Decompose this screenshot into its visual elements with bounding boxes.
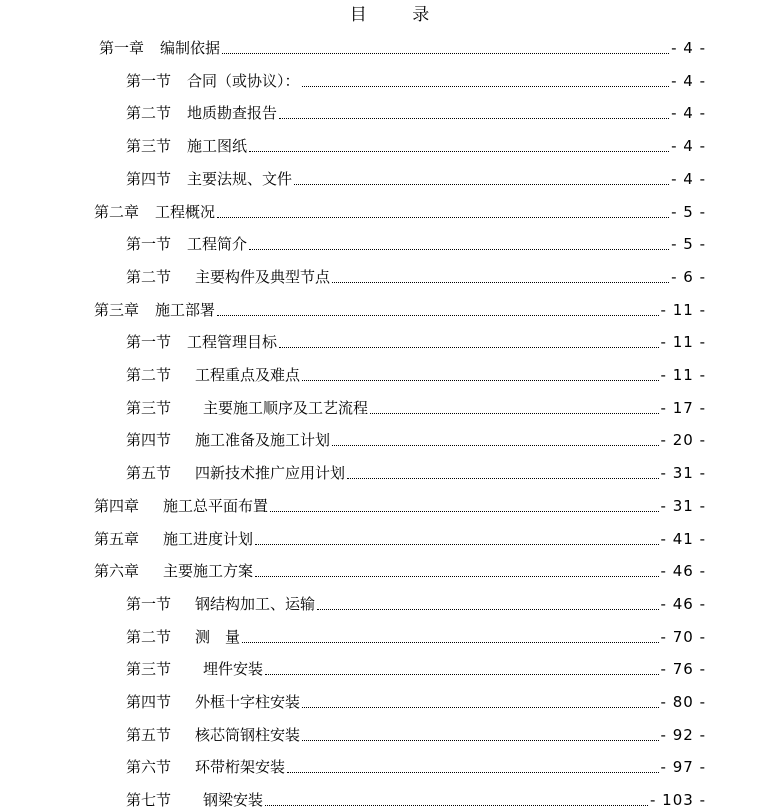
toc-entry-number: 第一节 <box>126 333 172 352</box>
toc-leader-dots <box>287 771 659 773</box>
toc-entry-title: 编制依据 <box>160 39 221 57</box>
toc-entry-number: 第四章 <box>94 496 140 515</box>
toc-leader-dots <box>249 150 669 152</box>
toc-leader-dots <box>279 346 659 348</box>
toc-entry[interactable] <box>126 657 706 679</box>
toc-entry-page: - 46 - <box>660 594 706 613</box>
toc-leader-dots <box>302 706 659 708</box>
toc-entry-page: - 92 - <box>660 725 706 744</box>
toc-entry[interactable] <box>126 788 706 810</box>
toc-leader-dots <box>347 477 659 479</box>
toc-entry[interactable] <box>126 592 706 614</box>
toc-entry-title: 外框十字柱安装 <box>195 693 301 711</box>
toc-entry-page: - 41 - <box>660 529 706 548</box>
toc-leader-dots <box>217 314 659 316</box>
toc-entry-page: - 5 - <box>671 202 706 221</box>
toc-entry-number: 第一节 <box>126 594 172 613</box>
toc-entry-page: - 97 - <box>660 758 706 777</box>
toc-entry-number: 第六章 <box>94 562 140 581</box>
toc-entry[interactable] <box>126 101 706 123</box>
toc-leader-dots <box>370 412 659 414</box>
toc-entry-page: - 11 - <box>660 333 706 352</box>
toc-entry[interactable] <box>94 494 706 516</box>
toc-leader-dots <box>270 510 659 512</box>
toc-entry[interactable] <box>126 690 706 712</box>
toc-entry[interactable] <box>94 298 706 320</box>
toc-entry-number: 第一章 <box>99 39 145 57</box>
toc-entry-page: - 5 - <box>671 235 706 254</box>
toc-entry[interactable] <box>126 330 706 352</box>
toc-entry[interactable] <box>94 200 706 222</box>
toc-entry-title: 主要法规、文件 <box>187 169 293 188</box>
toc-entry-page: - 11 - <box>660 366 706 384</box>
toc-entry-number: 第一节 <box>126 235 172 254</box>
toc-entry-title: 地质勘查报告 <box>187 104 278 123</box>
toc-entry-page: - 4 - <box>671 71 706 90</box>
toc-entry-number: 第二章 <box>94 202 140 221</box>
toc-entry-page: - 70 - <box>660 627 706 646</box>
toc-entry-page: - 76 - <box>660 660 706 679</box>
toc-entry[interactable] <box>126 363 706 385</box>
toc-leader-dots <box>279 117 669 119</box>
toc-leader-dots <box>222 52 669 54</box>
toc-entry-title: 主要施工顺序及工艺流程 <box>203 398 369 417</box>
toc-entry-title: 测 量 <box>195 627 241 646</box>
toc-entry-title: 四新技术推广应用计划 <box>195 464 346 483</box>
toc-entry[interactable] <box>94 559 706 581</box>
toc-entry-number: 第六节 <box>126 758 172 777</box>
toc-entry-number: 第一节 <box>126 71 172 90</box>
toc-entry-title: 施工图纸 <box>187 137 248 156</box>
toc-entry[interactable] <box>126 232 706 254</box>
toc-entry-title: 环带桁架安装 <box>195 758 286 777</box>
toc-entry-page: - 4 - <box>671 39 706 57</box>
toc-entry-number: 第七节 <box>126 791 172 810</box>
toc-leader-dots <box>265 673 659 675</box>
toc-entry-page: - 80 - <box>660 693 706 711</box>
toc-leader-dots <box>217 216 669 218</box>
toc-entry-number: 第三章 <box>94 300 140 319</box>
toc-entry-title: 施工进度计划 <box>163 529 254 548</box>
toc-entry-number: 第五章 <box>94 529 140 548</box>
toc-entry-number: 第四节 <box>126 169 172 188</box>
toc-leader-dots <box>302 379 659 381</box>
toc-entry[interactable] <box>126 134 706 156</box>
toc-entry-number: 第二节 <box>126 366 172 384</box>
toc-entry-number: 第四节 <box>126 431 172 450</box>
toc-entry-title: 施工准备及施工计划 <box>195 431 331 450</box>
toc-entry-number: 第三节 <box>126 398 172 417</box>
toc-entry-title: 合同（或协议）： <box>187 71 300 90</box>
toc-entry-number: 第二节 <box>126 104 172 123</box>
page-title: 目 录 <box>349 5 450 25</box>
toc-entry-page: - 17 - <box>660 398 706 417</box>
toc-entry-number: 第二节 <box>126 267 172 286</box>
toc-entry-page: - 6 - <box>671 267 706 286</box>
toc-entry-number: 第五节 <box>126 725 172 744</box>
toc-entry[interactable] <box>126 723 706 745</box>
toc-entry-page: - 4 - <box>671 104 706 123</box>
toc-entry-page: - 11 - <box>660 300 706 319</box>
toc-leader-dots <box>317 608 659 610</box>
toc-entry-title: 埋件安装 <box>203 660 264 679</box>
toc-entry-title: 钢梁安装 <box>203 791 264 810</box>
toc-entry-title: 施工总平面布置 <box>163 496 269 515</box>
toc-leader-dots <box>242 641 659 643</box>
toc-entry-page: - 4 - <box>671 169 706 188</box>
toc-entry[interactable] <box>99 36 706 58</box>
toc-entry-title: 核芯筒钢柱安装 <box>195 725 301 744</box>
toc-entry-page: - 20 - <box>660 431 706 450</box>
toc-entry[interactable] <box>126 625 706 647</box>
toc-entry-number: 第三节 <box>126 660 172 679</box>
toc-entry-title: 钢结构加工、运输 <box>195 594 316 613</box>
toc-entry-page: - 103 - <box>650 791 706 810</box>
toc-entry[interactable] <box>126 396 706 418</box>
toc-entry-title: 工程重点及难点 <box>195 366 301 384</box>
toc-entry-title: 工程概况 <box>155 202 216 221</box>
toc-entry-number: 第四节 <box>126 693 172 711</box>
toc-leader-dots <box>302 85 670 87</box>
toc-entry-number: 第二节 <box>126 627 172 646</box>
toc-entry[interactable] <box>126 167 706 189</box>
toc-leader-dots <box>294 183 669 185</box>
toc-entry-title: 主要施工方案 <box>163 562 254 581</box>
toc-leader-dots <box>332 281 669 283</box>
toc-entry-page: - 31 - <box>660 464 706 483</box>
toc-entry[interactable] <box>94 527 706 549</box>
toc-entry-page: - 31 - <box>660 496 706 515</box>
toc-entry[interactable] <box>126 755 706 777</box>
toc-entry-title: 施工部署 <box>155 300 216 319</box>
toc-entry[interactable] <box>126 428 706 450</box>
toc-entry-page: - 4 - <box>671 137 706 156</box>
toc-entry[interactable] <box>126 265 706 287</box>
toc-leader-dots <box>265 804 648 806</box>
toc-entry-number: 第三节 <box>126 137 172 156</box>
toc-entry-title: 主要构件及典型节点 <box>195 267 331 286</box>
toc-leader-dots <box>255 543 659 545</box>
toc-leader-dots <box>249 248 669 250</box>
toc-entry-page: - 46 - <box>660 562 706 581</box>
toc-leader-dots <box>255 575 659 577</box>
toc-entry-title: 工程管理目标 <box>187 333 278 352</box>
toc-entry[interactable] <box>126 461 706 483</box>
toc-entry-number: 第五节 <box>126 464 172 483</box>
toc-leader-dots <box>302 739 659 741</box>
toc-leader-dots <box>332 444 659 446</box>
toc-entry[interactable] <box>126 69 706 91</box>
toc-entry-title: 工程简介 <box>187 235 248 254</box>
